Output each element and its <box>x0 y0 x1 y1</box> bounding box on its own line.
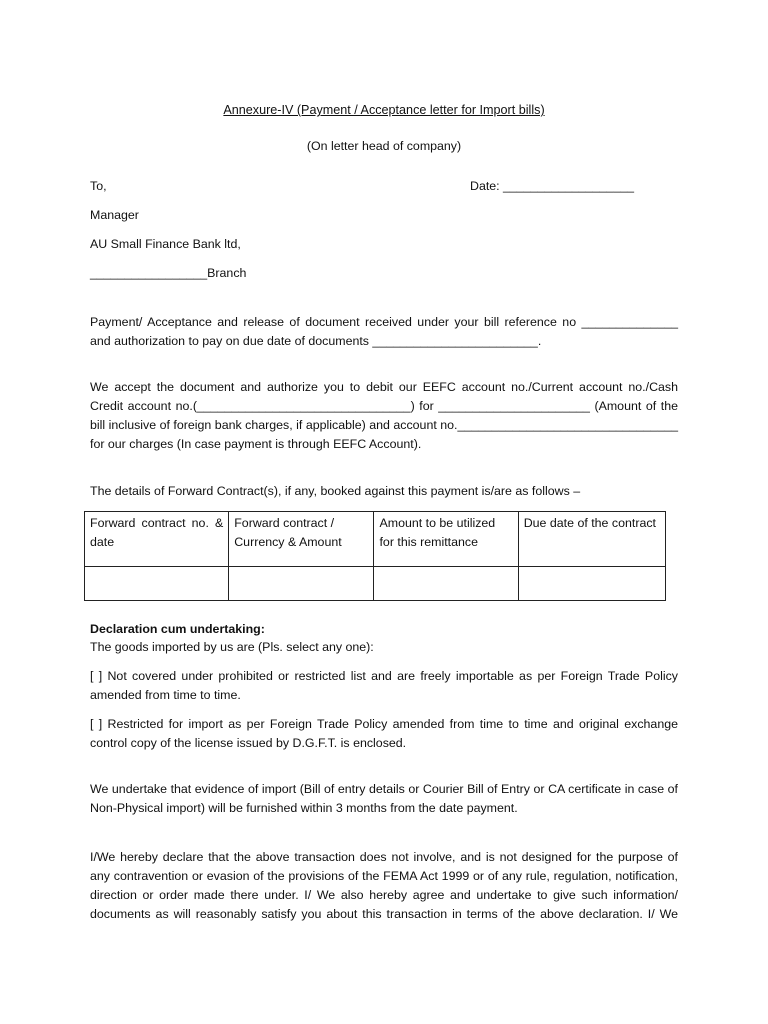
document-title: Annexure-IV (Payment / Acceptance letter for Import bills) <box>223 103 545 117</box>
table-cell <box>518 567 665 601</box>
addressee-branch: _________________Branch <box>90 266 247 280</box>
paragraph-fema-declaration: I/We hereby declare that the above transaction does not involve, and is not designed for the purpose of any contravention or evasion of the provisions of the FEMA Act 1999 or of any rule, regulation, notification, direction or order made there under. I/ We also hereby agree and undertake to give such information/ documents as will reasonably satisfy you about this transaction in terms of the above declaration. I/ We <box>90 850 678 921</box>
declaration-heading: Declaration cum undertaking: <box>90 622 265 636</box>
paragraph-forward-contract-intro: The details of Forward Contract(s), if any, booked against this payment is/are as follows – <box>90 484 581 498</box>
date-field: Date: ___________________ <box>470 179 634 193</box>
declaration-intro: The goods imported by us are (Pls. select any one): <box>90 640 374 654</box>
letterhead-note: (On letter head of company) <box>306 139 462 153</box>
declaration-option-not-covered: [ ] Not covered under prohibited or restricted list and are freely importable as per Foreign Trade Policy amended from time to time. <box>90 669 678 702</box>
addressee-manager: Manager <box>90 208 139 222</box>
table-header-cell: Forward contract / Currency & Amount <box>229 512 374 567</box>
table-cell <box>85 567 229 601</box>
addressee-bank: AU Small Finance Bank ltd, <box>90 237 241 251</box>
paragraph-evidence-of-import: We undertake that evidence of import (Bill of entry details or Courier Bill of Entry or CA certificate in case of Non-Physical import) will be furnished within 3 months from the date payment. <box>90 782 678 815</box>
addressee-to: To, <box>90 179 107 193</box>
declaration-option-restricted: [ ] Restricted for import as per Foreign Trade Policy amended from time to time and original exchange control copy of the license issued by D.G.F.T. is enclosed. <box>90 717 678 750</box>
table-cell <box>229 567 374 601</box>
paragraph-payment-acceptance: Payment/ Acceptance and release of document received under your bill reference no ______________ and authorization to pay on due date of documents ________________________. <box>90 315 678 348</box>
forward-contract-table <box>84 511 666 601</box>
table-header-row <box>85 512 666 567</box>
table-header-cell: Amount to be utilized for this remittance <box>374 512 518 567</box>
table-header-cell: Due date of the contract <box>518 512 665 567</box>
table-row <box>85 567 666 601</box>
paragraph-debit-authorization: We accept the document and authorize you to debit our EEFC account no./Current account no./Cash Credit account no.(_______________________________) for ______________________ (Amount of the bill inclusive of foreign bank charges, if applicable) and account no.________________________________ for our charges (In case payment is through EEFC Account). <box>90 380 678 451</box>
table-cell <box>374 567 518 601</box>
table-header-cell: Forward contract no. & date <box>85 512 229 567</box>
